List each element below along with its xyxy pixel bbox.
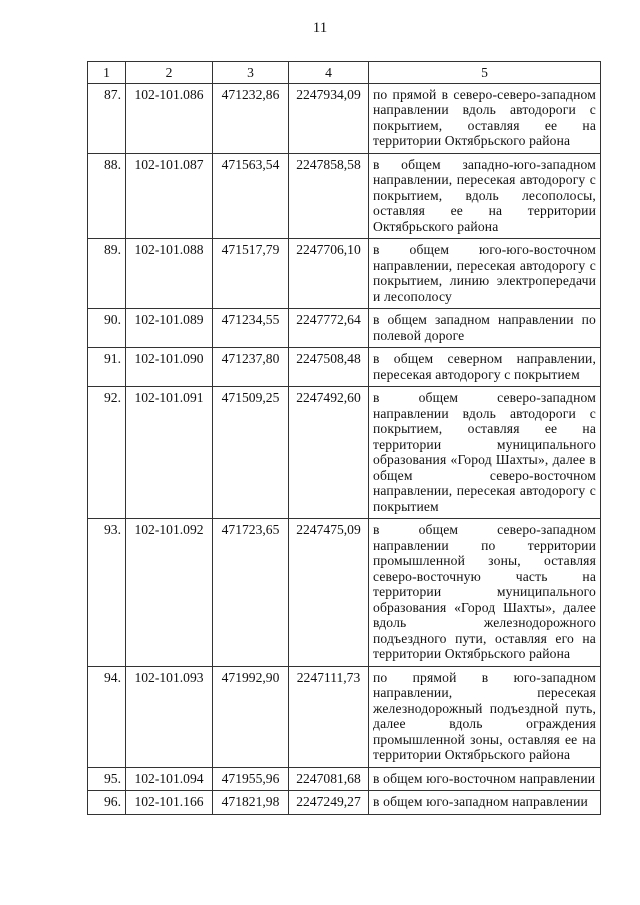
page-number: 11: [312, 20, 328, 36]
column-header-1: 1: [88, 62, 126, 84]
coordinate-x: 471234,55: [213, 309, 289, 348]
point-number: 90.: [88, 309, 126, 348]
coordinate-y: 2247111,73: [289, 666, 369, 767]
coordinate-y: 2247249,27: [289, 791, 369, 815]
boundary-description: в общем северо-западном направлении по территории промышленной зоны, оставляя северо-восточную часть на территории муниципального образования «Город Шахты», далее вдоль железнодорожного подъездного пути, оставляя его на территории Октябрьского района: [369, 519, 601, 667]
boundary-description: в общем западно-юго-западном направлении, пересекая автодорогу с покрытием, вдоль лесополосы, оставляя ее на территории Октябрьского района: [369, 153, 601, 239]
point-code: 102-101.093: [126, 666, 213, 767]
point-code: 102-101.090: [126, 348, 213, 387]
coordinate-y: 2247772,64: [289, 309, 369, 348]
boundary-description: в общем западном направлении по полевой дороге: [369, 309, 601, 348]
coordinate-x: 471992,90: [213, 666, 289, 767]
point-number: 91.: [88, 348, 126, 387]
coordinate-x: 471563,54: [213, 153, 289, 239]
point-number: 88.: [88, 153, 126, 239]
boundary-description: в общем северо-западном направлении вдоль автодороги с покрытием, оставляя ее на территории муниципального образования «Город Шахты», далее в общем северо-восточном направлении, пересекая автодорогу с покрытием: [369, 387, 601, 519]
point-number: 96.: [88, 791, 126, 815]
coordinate-y: 2247934,09: [289, 83, 369, 153]
point-code: 102-101.091: [126, 387, 213, 519]
column-header-3: 3: [213, 62, 289, 84]
point-code: 102-101.092: [126, 519, 213, 667]
point-number: 94.: [88, 666, 126, 767]
point-code: 102-101.094: [126, 767, 213, 791]
point-code: 102-101.088: [126, 239, 213, 309]
point-number: 87.: [88, 83, 126, 153]
coordinate-x: 471509,25: [213, 387, 289, 519]
table-row: [88, 791, 601, 815]
boundary-description: в общем юго-восточном направлении: [369, 767, 601, 791]
point-number: 95.: [88, 767, 126, 791]
coordinate-x: 471237,80: [213, 348, 289, 387]
table-row: [88, 387, 601, 519]
point-number: 92.: [88, 387, 126, 519]
table-row: [88, 153, 601, 239]
point-code: 102-101.166: [126, 791, 213, 815]
coordinate-y: 2247081,68: [289, 767, 369, 791]
table-row: [88, 519, 601, 667]
coordinate-y: 2247858,58: [289, 153, 369, 239]
coordinate-x: 471723,65: [213, 519, 289, 667]
coordinate-y: 2247508,48: [289, 348, 369, 387]
table-row: [88, 309, 601, 348]
boundary-description: в общем северном направлении, пересекая автодорогу с покрытием: [369, 348, 601, 387]
coordinate-y: 2247492,60: [289, 387, 369, 519]
boundary-description: в общем юго-западном направлении: [369, 791, 601, 815]
point-number: 93.: [88, 519, 126, 667]
boundary-description: в общем юго-юго-восточном направлении, пересекая автодорогу с покрытием, линию электропередачи и лесополосу: [369, 239, 601, 309]
coordinate-x: 471232,86: [213, 83, 289, 153]
coordinate-x: 471517,79: [213, 239, 289, 309]
point-code: 102-101.089: [126, 309, 213, 348]
coordinate-x: 471821,98: [213, 791, 289, 815]
column-header-4: 4: [289, 62, 369, 84]
point-number: 89.: [88, 239, 126, 309]
table-row: [88, 348, 601, 387]
coordinate-y: 2247706,10: [289, 239, 369, 309]
point-code: 102-101.087: [126, 153, 213, 239]
table-row: [88, 83, 601, 153]
point-code: 102-101.086: [126, 83, 213, 153]
boundary-description: по прямой в северо-северо-западном направлении вдоль автодороги с покрытием, оставляя ее на территории Октябрьского района: [369, 83, 601, 153]
coordinate-y: 2247475,09: [289, 519, 369, 667]
table-header-row: [88, 62, 601, 84]
column-header-5: 5: [369, 62, 601, 84]
table-row: [88, 666, 601, 767]
column-header-2: 2: [126, 62, 213, 84]
table-row: [88, 767, 601, 791]
table-row: [88, 239, 601, 309]
boundary-points-table: [87, 61, 601, 815]
coordinate-x: 471955,96: [213, 767, 289, 791]
boundary-description: по прямой в юго-западном направлении, пересекая железнодорожный подъездной путь, далее вдоль ограждения промышленной зоны, оставляя ее на территории Октябрьского района: [369, 666, 601, 767]
